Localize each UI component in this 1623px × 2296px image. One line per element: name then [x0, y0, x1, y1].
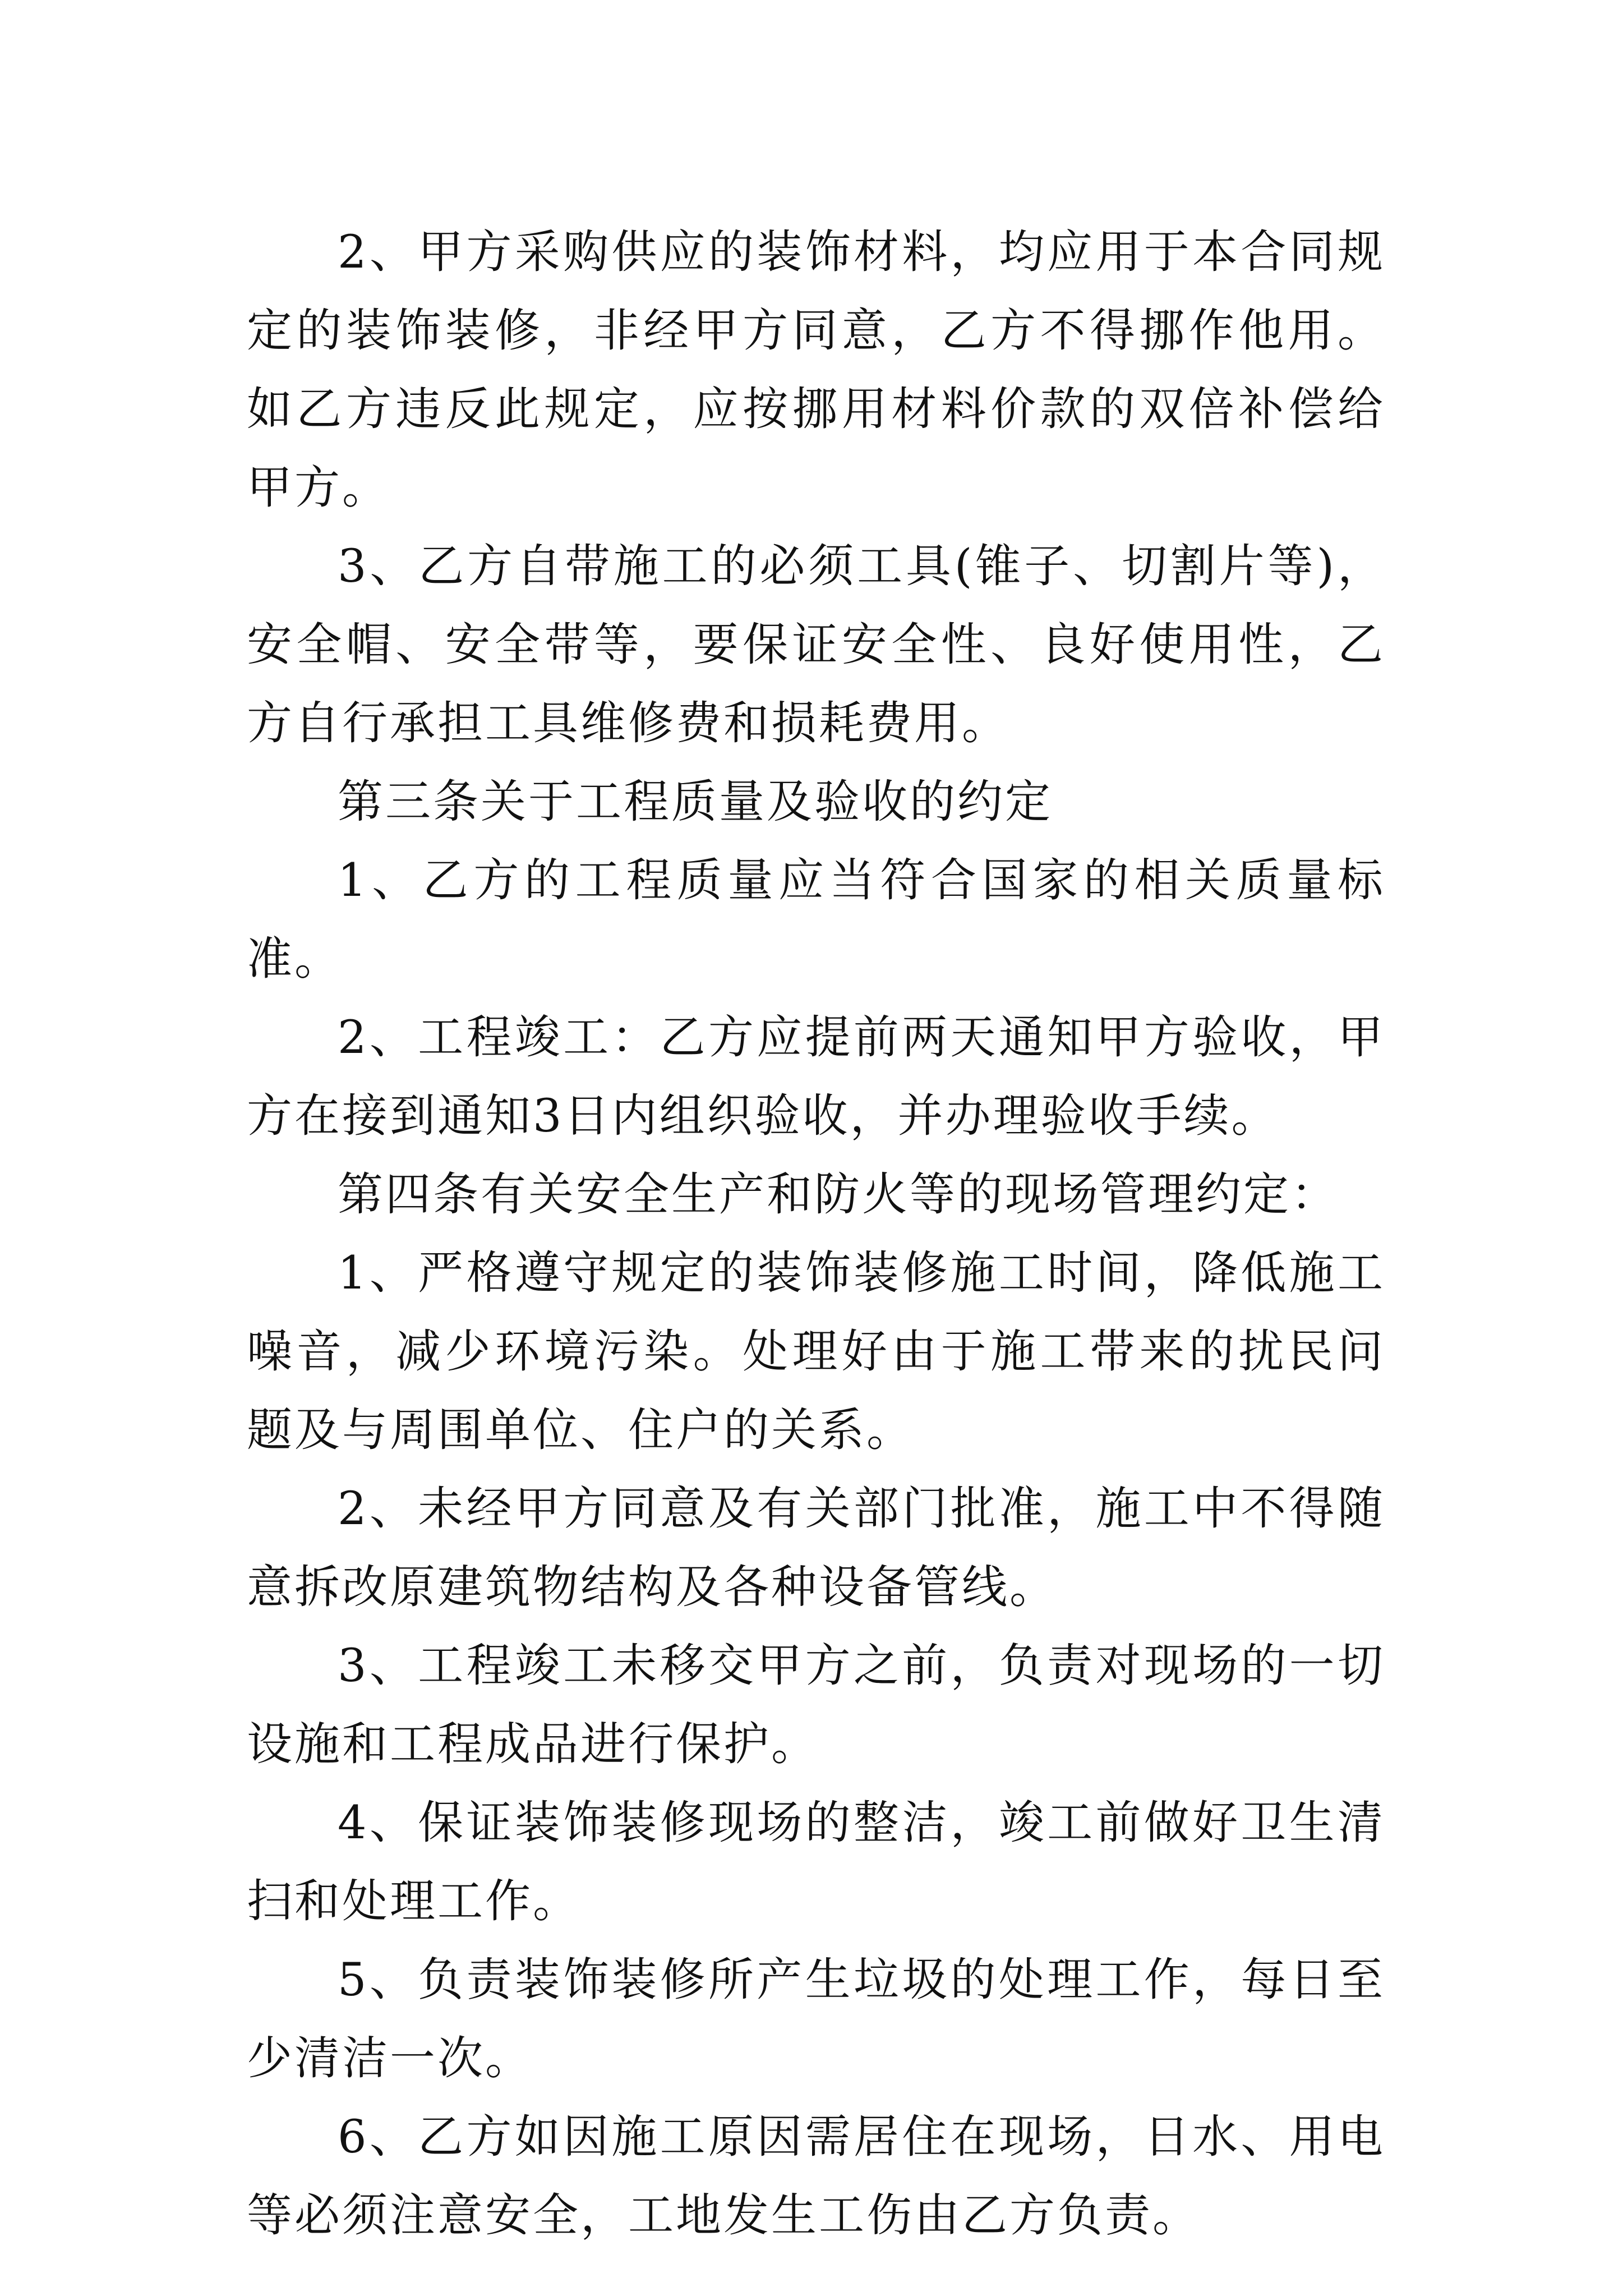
- paragraph-protection: 3、工程竣工未移交甲方之前，负责对现场的一切设施和工程成品进行保护。: [247, 1640, 1385, 1771]
- paragraph-quality-standard: 1、乙方的工程质量应当符合国家的相关质量标准。: [247, 854, 1385, 986]
- paragraph-work-hours: 1、严格遵守规定的装饰装修施工时间，降低施工噪音，减少环境污染。处理好由于施工带来的扰民问题及与周围单位、住户的关系。: [247, 1247, 1385, 1457]
- paragraph-waste: 5、负责装饰装修所产生垃圾的处理工作，每日至少清洁一次。: [247, 1954, 1385, 2085]
- paragraph-material-use: 2、甲方采购供应的装饰材料，均应用于本合同规定的装饰装修，非经甲方同意，乙方不得挪作他用。如乙方违反此规定，应按挪用材料价款的双倍补偿给甲方。: [247, 226, 1385, 514]
- section-heading-quality: 第三条关于工程质量及验收的约定: [338, 776, 1053, 829]
- paragraph-cleanliness: 4、保证装饰装修现场的整洁，竣工前做好卫生清扫和处理工作。: [247, 1797, 1385, 1928]
- paragraph-structure: 2、未经甲方同意及有关部门批准，施工中不得随意拆改原建筑物结构及各种设备管线。: [247, 1483, 1385, 1614]
- document-page: [247, 213, 1385, 2255]
- paragraph-tools: 3、乙方自带施工的必须工具(锥子、切割片等)，安全帽、安全带等，要保证安全性、良好使用性，乙方自行承担工具维修费和损耗费用。: [247, 540, 1385, 750]
- paragraph-residence: 6、乙方如因施工原因需居住在现场，日水、用电等必须注意安全，工地发生工伤由乙方负责。: [247, 2111, 1385, 2242]
- section-heading-safety: 第四条有关安全生产和防火等的现场管理约定：: [338, 1168, 1339, 1221]
- paragraph-completion: 2、工程竣工：乙方应提前两天通知甲方验收，甲方在接到通知3日内组织验收，并办理验收手续。: [247, 1011, 1385, 1143]
